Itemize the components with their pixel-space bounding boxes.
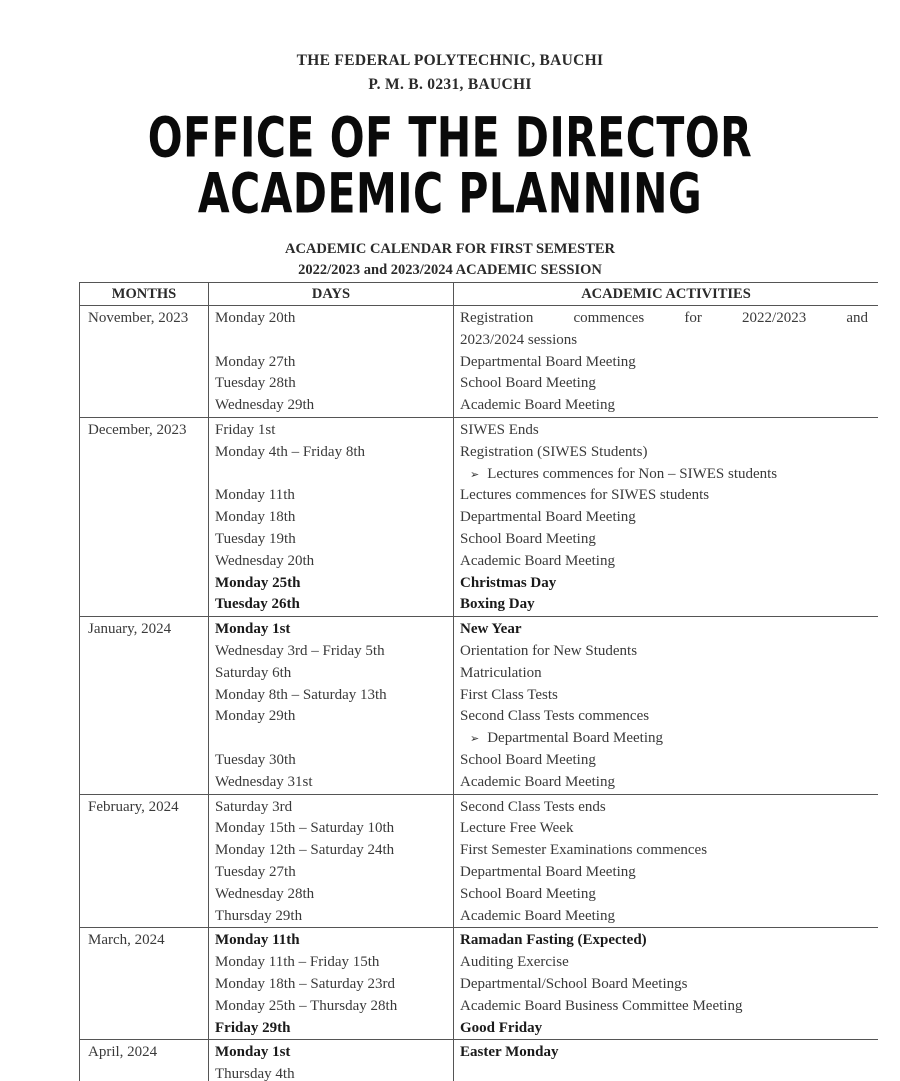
calendar-title: ACADEMIC CALENDAR FOR FIRST SEMESTER [284,241,616,257]
day-entry: Monday 11th [215,932,300,949]
month-label: March, 2024 [88,932,165,949]
day-entry: Saturday 3rd [215,798,293,815]
day-entry: Tuesday 19th [215,530,296,547]
activity-entry: First Class Tests [460,686,558,703]
activity-entry: Christmas Day [460,574,557,591]
activity-entry [460,1064,874,1081]
day-entry: Monday 12th – Saturday 24th [215,842,395,859]
day-entry: Monday 18th [215,509,296,526]
activity-entry: School Board Meeting [460,885,596,902]
activity-entry: First Semester Examinations commences [460,842,708,859]
day-entry: Monday 25th [215,574,301,591]
days-cell [209,306,454,418]
activity-entry: School Board Meeting [460,530,596,547]
day-entry: Wednesday 29th [215,397,315,414]
column-header-activities: ACADEMIC ACTIVITIES [454,283,879,306]
activity-entry: Easter Monday [460,1044,559,1061]
activities-cell [454,928,879,1040]
activity-entry [460,464,874,486]
month-label: January, 2024 [88,621,172,638]
activity-entry: SIWES Ends [460,421,539,438]
month-cell [80,928,209,1040]
day-entry: Monday 18th – Saturday 23rd [215,975,395,992]
day-entry [215,464,449,486]
month-label: February, 2024 [88,798,179,815]
table-row [80,417,879,616]
table-row [80,794,879,928]
day-entry [215,330,449,352]
day-entry: Monday 1st [215,621,291,638]
month-cell [80,306,209,418]
table-row [80,306,879,418]
activity-entry: School Board Meeting [460,375,596,392]
day-entry: Tuesday 27th [215,863,296,880]
days-cell [209,617,454,794]
activity-entry: Departmental Board Meeting [460,509,636,526]
activity-entry: Registration commences for 2022/2023 and [460,310,868,326]
day-entry: Monday 29th [215,708,296,725]
activity-entry: Registration (SIWES Students) [460,443,648,460]
activity-entry: Academic Board Business Committee Meeting [460,997,743,1014]
activity-entry: Departmental Board Meeting [460,353,636,370]
activity-entry: Boxing Day [460,596,535,613]
table-row [80,617,879,794]
table-row [80,928,879,1040]
month-label: April, 2024 [88,1044,158,1061]
institution-address: P. M. B. 0231, BAUCHI [368,76,532,93]
day-entry: Monday 8th – Saturday 13th [215,686,387,703]
days-cell [209,1040,454,1081]
activity-entry: Lecture Free Week [460,820,574,837]
day-entry: Wednesday 31st [215,773,313,790]
column-header-days: DAYS [209,283,454,306]
day-entry: Tuesday 30th [215,751,296,768]
day-entry: Monday 11th – Friday 15th [215,954,380,971]
month-label: November, 2023 [88,310,189,326]
day-entry [215,728,449,750]
table-row [80,1040,879,1081]
activity-entry: Academic Board Meeting [460,907,615,924]
days-cell [209,928,454,1040]
column-header-months: MONTHS [80,283,209,306]
day-entry: Saturday 6th [215,664,292,681]
day-entry: Monday 11th [215,487,295,504]
day-entry: Thursday 4th [215,1066,295,1081]
day-entry: Friday 1st [215,421,276,438]
activities-cell [454,617,879,794]
activity-entry: Orientation for New Students [460,642,638,659]
activity-entry: New Year [460,621,522,638]
month-label: December, 2023 [88,421,187,438]
activity-text: Departmental Board Meeting [487,730,663,747]
activity-entry: Lectures commences for SIWES students [460,487,710,504]
activity-entry: Good Friday [460,1019,543,1036]
month-cell [80,417,209,616]
activity-entry: Second Class Tests ends [460,798,606,815]
activity-entry: School Board Meeting [460,751,596,768]
activity-entry: Auditing Exercise [460,954,569,971]
days-cell [209,417,454,616]
day-entry: Thursday 29th [215,907,303,924]
day-entry: Monday 20th [215,310,296,326]
activities-cell [454,794,879,928]
days-cell [209,794,454,928]
activity-entry: Ramadan Fasting (Expected) [460,932,647,949]
day-entry: Monday 27th [215,353,296,370]
activity-entry: 2023/2024 sessions [460,331,578,348]
day-entry: Friday 29th [215,1019,291,1036]
activity-entry [460,728,874,750]
activity-entry: Matriculation [460,664,542,681]
activity-entry: Departmental/School Board Meetings [460,975,688,992]
month-cell [80,1040,209,1081]
table-header-row [80,283,879,306]
day-entry: Monday 1st [215,1044,291,1061]
month-cell [80,794,209,928]
activity-entry: Academic Board Meeting [460,773,615,790]
activities-cell [454,306,879,418]
institution-name: THE FEDERAL POLYTECHNIC, BAUCHI [296,52,604,69]
activities-cell [454,1040,879,1081]
calendar-table-container [79,282,878,1081]
day-entry: Wednesday 3rd – Friday 5th [215,642,385,659]
day-entry: Tuesday 28th [215,375,296,392]
month-cell [80,617,209,794]
activity-entry: Academic Board Meeting [460,397,615,414]
day-entry: Monday 25th – Thursday 28th [215,997,398,1014]
office-title-line2: ACADEMIC PLANNING [197,161,703,227]
day-entry: Tuesday 26th [215,596,300,613]
calendar-table [79,282,878,1081]
day-entry: Wednesday 28th [215,885,315,902]
calendar-table-body [80,306,879,1081]
arrow-bullet-icon: ➢ [470,733,480,746]
arrow-bullet-icon: ➢ [470,468,480,481]
day-entry: Monday 15th – Saturday 10th [215,820,395,837]
day-entry: Wednesday 20th [215,552,315,569]
activity-entry: Second Class Tests commences [460,708,650,725]
activity-entry: Departmental Board Meeting [460,863,636,880]
office-title-line1: OFFICE OF THE DIRECTOR [147,105,753,171]
day-entry: Monday 4th – Friday 8th [215,443,365,460]
activities-cell [454,417,879,616]
activity-entry: Academic Board Meeting [460,552,615,569]
activity-text: Lectures commences for Non – SIWES students [487,465,778,482]
session-title: 2022/2023 and 2023/2024 ACADEMIC SESSION [298,262,602,278]
